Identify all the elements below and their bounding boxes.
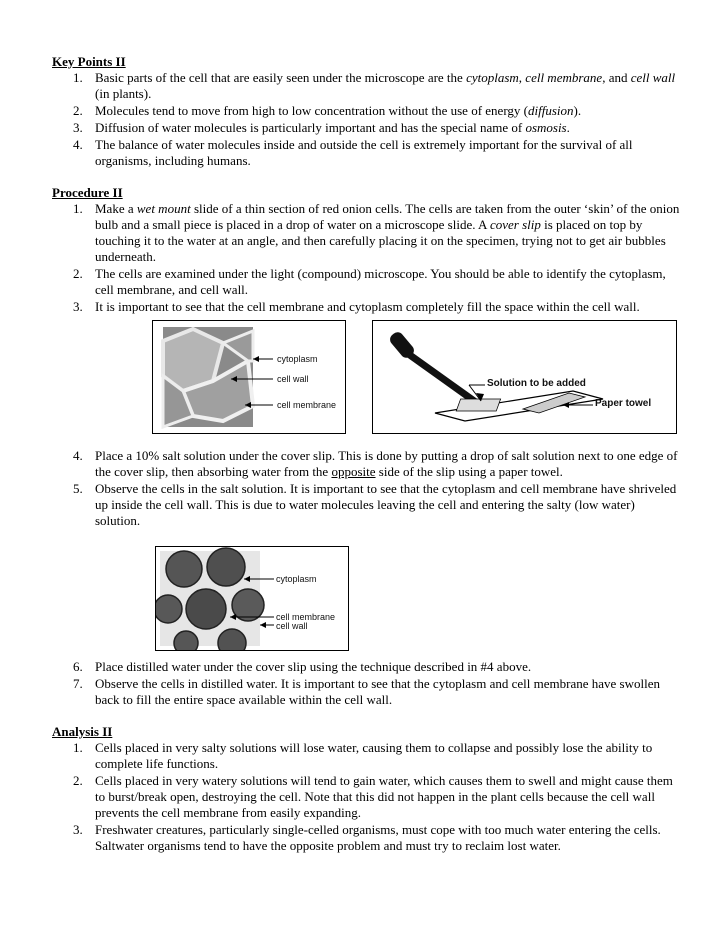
item-text: Diffusion of water molecules is particularly important and has the special name of xyxy=(95,120,526,135)
item-text: side of the slip using a paper towel. xyxy=(375,464,563,479)
item-text: slide of a thin section of red onion cells. The cells are taken from the outer ‘skin’ of the onion bulb and a small piece is placed in a drop of water on a microscope slide. A xyxy=(95,201,680,232)
item-number: 2. xyxy=(73,103,83,118)
item-text: Place a 10% salt solution under the cover slip. This is done by putting a drop of salt solution next to one edge of the cover slip, then absorbing water from the xyxy=(95,448,678,479)
onion-cells-micrograph xyxy=(153,321,345,433)
dropper-illustration xyxy=(373,321,676,433)
item-text: Observe the cells in distilled water. It is important to see that the cytoplasm and cell membrane have swollen back to fill the entire space available within the cell wall. xyxy=(95,676,660,707)
item-number: 6. xyxy=(73,659,83,674)
item-text: (in plants). xyxy=(95,86,152,101)
item-text: Basic parts of the cell that are easily seen under the microscope are the xyxy=(95,70,467,85)
plasmolyzed-cells-figure xyxy=(155,546,349,651)
list-item xyxy=(73,70,680,102)
item-text: The cells are examined under the light (compound) microscope. You should be able to identify the cytoplasm, cell membrane, and cell wall. xyxy=(95,266,666,297)
item-text: Place distilled water under the cover slip using the technique described in #4 above. xyxy=(95,659,532,674)
procedure-heading: Procedure II xyxy=(52,185,123,200)
list-item xyxy=(73,448,680,480)
label-cell-membrane: cell membrane xyxy=(277,400,337,410)
item-text: It is important to see that the cell membrane and cytoplasm completely fill the space within the cell wall. xyxy=(95,299,640,314)
procedure-list-b xyxy=(73,448,680,530)
item-text: Molecules tend to move from high to low concentration without the use of energy ( xyxy=(95,103,528,118)
list-item xyxy=(73,120,680,136)
item-text: ). xyxy=(573,103,582,118)
label-cell-wall: cell wall xyxy=(277,374,309,384)
item-number: 7. xyxy=(73,676,83,691)
label-cell-membrane: cell membrane xyxy=(276,612,336,622)
item-number: 1. xyxy=(73,740,83,755)
term-diffusion: diffusion xyxy=(528,103,574,118)
term-cell-membrane: cell membrane xyxy=(525,70,603,85)
item-text: Make a xyxy=(95,201,137,216)
list-item xyxy=(73,137,680,169)
list-item xyxy=(73,740,680,772)
plasmolyzed-cells-micrograph xyxy=(156,547,348,650)
label-cell-wall: cell wall xyxy=(276,621,308,631)
item-text: , xyxy=(518,70,526,85)
label-cytoplasm: cytoplasm xyxy=(276,574,317,584)
item-number: 4. xyxy=(73,448,83,463)
key-points-heading: Key Points II xyxy=(52,54,126,69)
list-item xyxy=(73,201,680,265)
item-text: Cells placed in very salty solutions will lose water, causing them to collapse and possibly lose the ability to complete life functions. xyxy=(95,740,653,771)
label-paper-towel: Paper towel xyxy=(595,398,652,409)
list-item xyxy=(73,266,680,298)
salt-solution-figure xyxy=(372,320,677,434)
label-cytoplasm: cytoplasm xyxy=(277,354,318,364)
item-text: Observe the cells in the salt solution. It is important to see that the cytoplasm and cell membrane have shriveled up inside the cell wall. This is due to water molecules leaving the cell and entering the salty (low water) solution. xyxy=(95,481,677,528)
item-number: 4. xyxy=(73,137,83,152)
item-number: 3. xyxy=(73,120,83,135)
procedure-list-a xyxy=(73,201,680,316)
item-number: 3. xyxy=(73,822,83,837)
term-opposite: opposite xyxy=(331,464,376,479)
list-item xyxy=(73,676,680,708)
list-item xyxy=(73,299,680,315)
list-item xyxy=(73,773,680,821)
term-wet-mount: wet mount xyxy=(136,201,191,216)
item-number: 2. xyxy=(73,266,83,281)
item-text: The balance of water molecules inside and outside the cell is extremely important for the survival of all organisms, including humans. xyxy=(95,137,633,168)
term-osmosis: osmosis xyxy=(525,120,567,135)
term-cell-wall: cell wall xyxy=(630,70,676,85)
item-number: 3. xyxy=(73,299,83,314)
list-item xyxy=(73,103,680,119)
item-text: . xyxy=(566,120,570,135)
list-item xyxy=(73,481,680,529)
onion-cells-figure xyxy=(152,320,346,434)
term-cover-slip: cover slip xyxy=(489,217,541,232)
item-number: 5. xyxy=(73,481,83,496)
item-number: 1. xyxy=(73,201,83,216)
list-item xyxy=(73,659,680,675)
term-cytoplasm: cytoplasm xyxy=(466,70,519,85)
item-number: 2. xyxy=(73,773,83,788)
analysis-heading: Analysis II xyxy=(52,724,113,739)
item-text: is placed on top by touching it to the water at an angle, and then carefully placing it on the specimen, trying not to get air bubbles underneath. xyxy=(95,217,666,264)
item-text: Cells placed in very watery solutions will tend to gain water, which causes them to swell and might cause them to burst/break open, destroying the cell. Note that this did not happen in the plant cells because the cell wall prevents the cell membrane from easily expanding. xyxy=(95,773,673,820)
list-item xyxy=(73,822,680,854)
item-text: Freshwater creatures, particularly single-celled organisms, must cope with too much water entering the cells. Saltwater organisms tend to have the opposite problem and must try to reclaim lost water. xyxy=(95,822,661,853)
item-text: , and xyxy=(602,70,631,85)
procedure-list-c xyxy=(73,659,680,709)
item-number: 1. xyxy=(73,70,83,85)
label-solution-to-be-added: Solution to be added xyxy=(487,378,586,389)
key-points-list xyxy=(73,70,680,170)
analysis-list xyxy=(73,740,680,855)
